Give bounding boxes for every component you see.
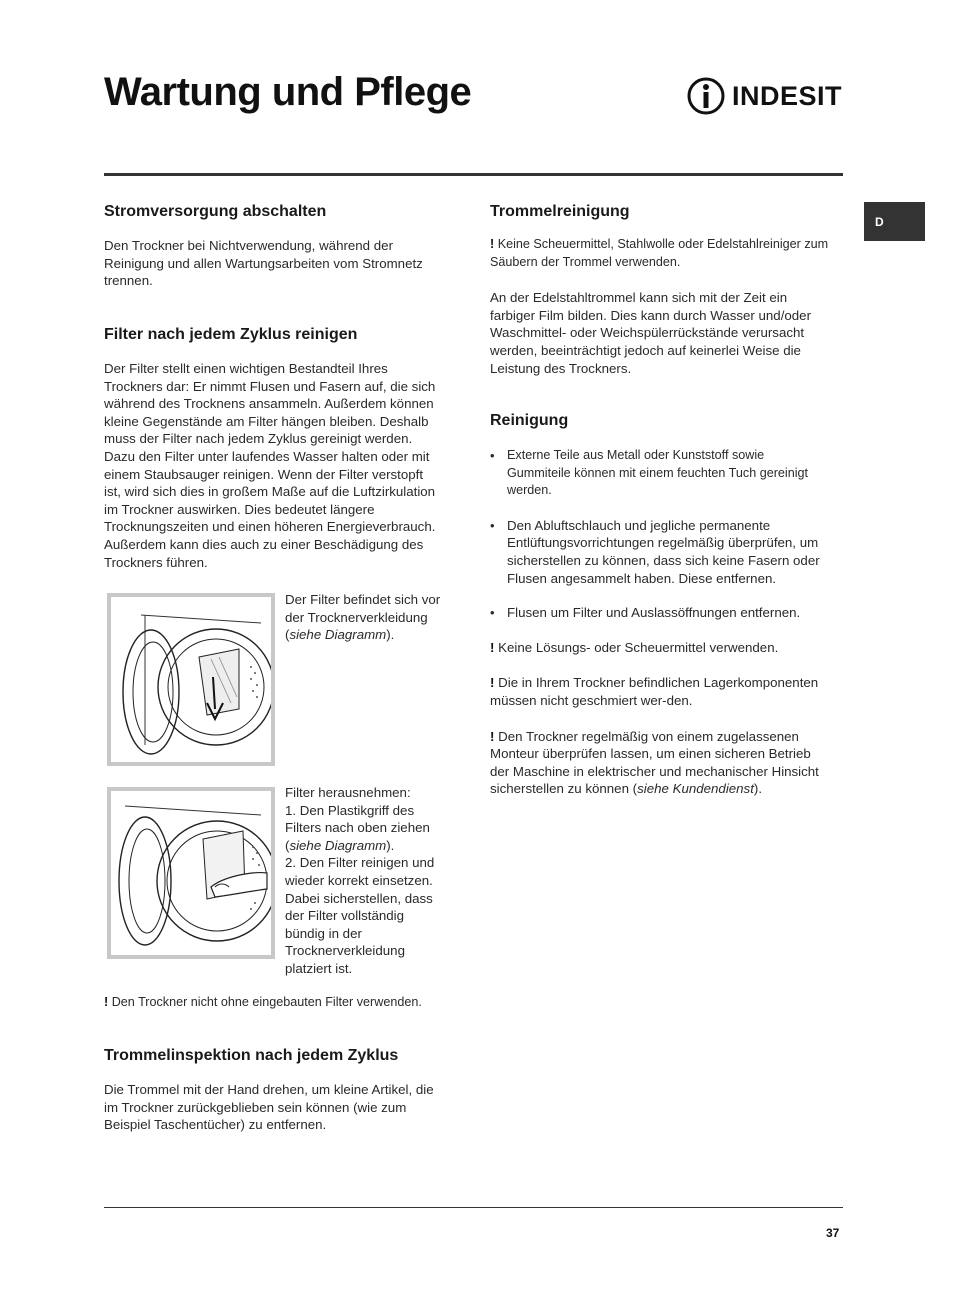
- filter-warning: [104, 994, 449, 1012]
- caption-text: Der Filter befindet sich vor der Trocknerverkleidung (: [285, 592, 441, 643]
- caption-intro: Filter herausnehmen:: [285, 785, 411, 800]
- brand-name: INDESIT: [732, 80, 843, 111]
- caption-end: ).: [386, 627, 395, 643]
- section-drum-cleaning: [490, 202, 830, 377]
- caption-link: siehe Diagramm: [289, 627, 387, 643]
- section-text: Die Trommel mit der Hand drehen, um kleine Artikel, die im Trockner zurückgeblieben sein können (wie zum Beispiel Taschentücher) zu entfernen.: [104, 1082, 434, 1133]
- filter-diagram-1: [107, 593, 275, 766]
- section-heading: Trommelinspektion nach jedem Zyklus: [104, 1047, 399, 1064]
- caption-step-1-end: ).: [386, 837, 395, 853]
- section-heading: Stromversorgung abschalten: [104, 203, 327, 220]
- warning-end: ).: [753, 781, 763, 797]
- list-item: • Flusen um Filter und Auslassöffnungen entfernen.: [490, 604, 830, 622]
- warning-text: Den Trockner nicht ohne eingebauten Filter verwenden.: [111, 995, 422, 1009]
- top-divider: [104, 173, 843, 176]
- caption-link: siehe Diagramm: [289, 837, 387, 853]
- brand-logo: [686, 76, 842, 116]
- section-power: [104, 202, 440, 290]
- section-text: An der Edelstahltrommel kann sich mit der Zeit ein farbiger Film bilden. Dies kann durch Wasser und/oder Waschmittel- oder Weichspülerrückstände verursacht werden, beeinträchtigt jedoch auf keinerlei Weise die Leistung des Trockners.: [490, 290, 811, 376]
- section-cleaning: [490, 411, 830, 798]
- warning-text: Die in Ihrem Trockner befindlichen Lagerkomponenten müssen nicht geschmiert wer-den.: [490, 675, 819, 708]
- filter-diagram-1-caption: [285, 591, 445, 644]
- dryer-door-illustration: [111, 597, 271, 762]
- warning-text: Keine Lösungs- oder Scheuermittel verwenden.: [498, 639, 779, 655]
- bottom-divider: [104, 1207, 843, 1208]
- warning-link: siehe Kundendienst: [637, 781, 754, 797]
- page-number: 37: [826, 1226, 840, 1240]
- warning-icon: !: [490, 728, 495, 744]
- section-drum-inspection: [104, 1046, 444, 1134]
- caption-step-2: 2. Den Filter reinigen und wieder korrekt einsetzen. Dabei sicherstellen, dass der Filter vollständig bündig in der Trocknerverkleidung platziert ist.: [285, 855, 435, 976]
- warning-text: Keine Scheuermittel, Stahlwolle oder Edelstahlreiniger zum Säubern der Trommel verwenden.: [490, 237, 829, 269]
- warning-icon: !: [490, 237, 495, 251]
- section-filter: [104, 325, 440, 571]
- filter-diagram-2: [107, 787, 275, 959]
- section-heading: Reinigung: [490, 412, 569, 429]
- filter-diagram-2-caption: [285, 784, 445, 978]
- warning-icon: !: [490, 639, 495, 655]
- cleaning-list: [490, 447, 830, 622]
- list-item: • Externe Teile aus Metall oder Kunststoff sowie Gummiteile können mit einem feuchten Tuch gereinigt werden.: [490, 447, 830, 500]
- section-text: Der Filter stellt einen wichtigen Bestandteil Ihres Trockners dar: Er nimmt Flusen und Fasern auf, die sich während des Trocknens ansammeln. Außerdem können kleine Gegenstände am Filter hängen bleiben. Deshalb muss der Filter nach jedem Zyklus gereinigt werden. Dazu den Filter unter laufendes Wasser halten oder mit einem Staubsauger reinigen. Wenn der Filter verstopft ist, wird sich dies in großem Maße auf die Luftzirkulation im Trockner auswirken. Dies bedeutet längere Trocknungszeiten und einen höheren Energieverbrauch. Außerdem kann dies auch zu einer Beschädigung des Trockners führen.: [104, 361, 436, 570]
- warning-icon: !: [104, 995, 109, 1009]
- section-heading: Trommelreinigung: [490, 203, 630, 220]
- indesit-logo-icon: [686, 76, 726, 116]
- warning-text: Den Trockner regelmäßig von einem zugelassenen Monteur überprüfen lassen, um einen sicheren Betrieb der Maschine in elektrischer und mechanischer Hinsicht sicherstellen zu können (: [490, 728, 819, 797]
- filter-removal-illustration: [111, 791, 271, 955]
- page-title: Wartung und Pflege: [104, 70, 472, 114]
- warning-icon: !: [490, 675, 495, 691]
- section-heading: Filter nach jedem Zyklus reinigen: [104, 326, 358, 343]
- section-text: Den Trockner bei Nichtverwendung, während der Reinigung und allen Wartungsarbeiten vom Stromnetz trennen.: [104, 238, 423, 289]
- caption-step-1: 1. Den Plastikgriff des Filters nach oben ziehen (: [285, 802, 430, 853]
- language-tab: D: [864, 202, 925, 241]
- list-item: • Den Abluftschlauch und jegliche permanente Entlüftungsvorrichtungen regelmäßig überprüfen, um sicherstellen zu können, dass sich keine Fasern oder Flusen angesammelt haben. Diese entfernen.: [490, 517, 830, 587]
